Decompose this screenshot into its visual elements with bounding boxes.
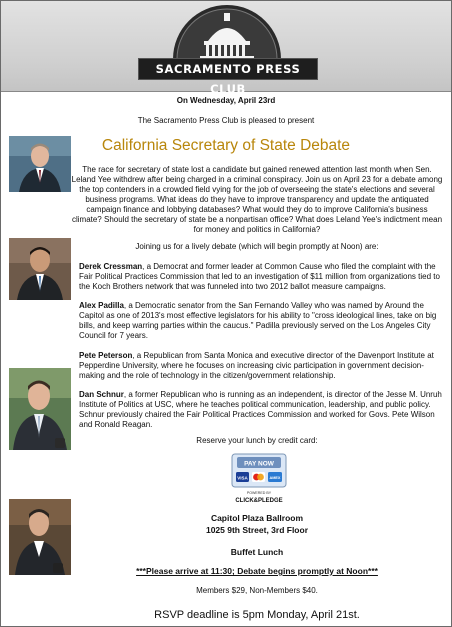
speaker-photo-1 <box>9 136 71 192</box>
speaker-photo-4 <box>9 499 71 575</box>
speaker-3-name: Pete Peterson <box>79 351 133 360</box>
pay-now-label: PAY NOW <box>244 460 274 468</box>
meal-type: Buffet Lunch <box>230 547 284 557</box>
speaker-2-paragraph <box>79 301 445 341</box>
intro-text: The race for secretary of state lost a candidate but gained renewed attention last month when Sen. Leland Yee withdrew after being charged in a criminal conspiracy. Join us on April 23 for a debate among the top contenders in a crowded field vying for the job of overseeing the state's elections and several business programs. What ideas do they have to improve transparency and update the antiquated campaign finance and lobbying databases? What would they do to improve California's business climate? Should the secretary of state be a nonpartisan office? What does Leland Yee's indictment mean for money and politics in California? <box>71 165 443 234</box>
logo-wordmark: SACRAMENTO PRESS CLUB <box>138 58 318 80</box>
header-banner <box>1 1 451 96</box>
arrival-note <box>71 566 443 576</box>
date-line: On Wednesday, April 23rd <box>176 96 276 105</box>
arrival-note-text: ***Please arrive at 11:30; Debate begins promptly at Noon*** <box>136 566 378 576</box>
visa-label: VISA <box>237 475 248 481</box>
speaker-photo-2 <box>9 238 71 300</box>
speaker-4-bio: , a former Republican who is running as an independent, is director of the Jesse M. Unruh Institute of Politics at USC, where he teaches political communication, leadership, and public policy. Schnur previously chaired the Fair Political Practices Commission and worked for Govs. Pete Wilson and Ronald Reagan. <box>79 390 442 429</box>
speaker-2-name: Alex Padilla <box>79 301 124 310</box>
capitol-dome-icon <box>138 3 316 61</box>
event-title: California Secretary of State Debate <box>101 137 351 154</box>
speaker-1-name: Derek Cressman <box>79 262 143 271</box>
speaker-4-paragraph <box>79 390 445 430</box>
pricing: Members $29, Non-Members $40. <box>196 586 318 595</box>
powered-by-label: POWERED BY <box>246 491 272 495</box>
reserve-line: Reserve your lunch by credit card: <box>196 436 318 445</box>
speaker-2-bio: , a Democratic senator from the San Fernando Valley who was named by Around the Capitol as one of 2013's most effective legislators for his ability to "cross ideological lines, take on big bills, and keep warring parties within the caucus." Padilla previously served on the Los Angeles City Council for 7 years. <box>79 301 437 340</box>
speaker-photo-3 <box>9 368 71 450</box>
speaker-1-bio: , a Democrat and former leader at Common Cause who filed the complaint with the Fair Political Practices Commission that led to an investigation of $11 million from organizations tied to the Koch Brothers network that was funneled into two 2012 ballot measure campaigns. <box>79 262 440 291</box>
venue-address: 1025 9th Street, 3rd Floor <box>205 525 309 535</box>
speaker-3-bio: , a Republican from Santa Monica and executive director of the Davenport Institute at Pepperdine University, where he focuses on increasing civic participation in government decision-making and the role of technology in the citizen/government relationship. <box>79 351 434 380</box>
venue-name: Capitol Plaza Ballroom <box>210 513 304 523</box>
press-club-logo <box>138 3 316 96</box>
presenter-line: The Sacramento Press Club is pleased to present <box>137 116 315 125</box>
pay-now-badge <box>231 453 287 506</box>
speaker-1-paragraph <box>79 262 445 292</box>
speaker-4-name: Dan Schnur <box>79 390 124 399</box>
click-and-pledge-logo: CLICK&PLEDGE <box>235 498 283 504</box>
amex-label: AMEX <box>269 476 281 480</box>
join-line: Joining us for a lively debate (which will begin promptly at Noon) are: <box>135 242 379 251</box>
speaker-3-paragraph <box>79 351 445 381</box>
rsvp-deadline: RSVP deadline is 5pm Monday, April 21st. <box>154 609 360 621</box>
pay-now-button[interactable] <box>231 453 287 506</box>
